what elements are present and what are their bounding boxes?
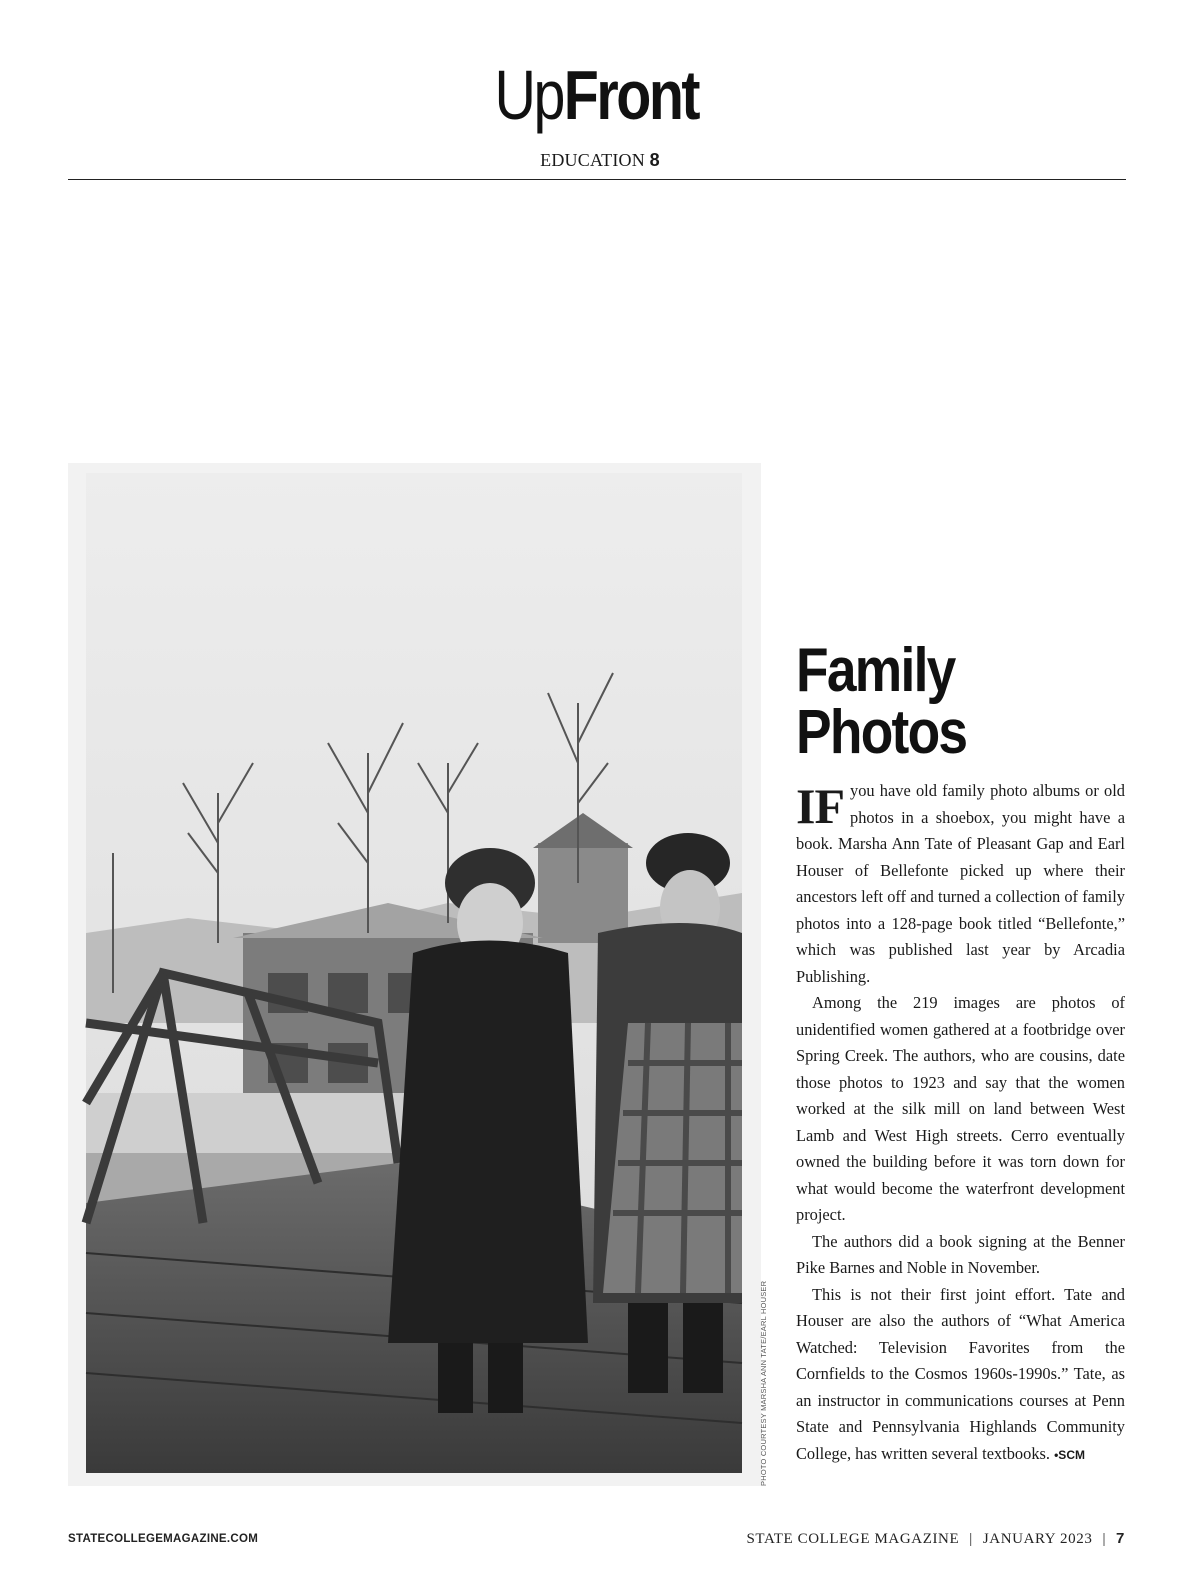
footer-website: STATECOLLEGEMAGAZINE.COM [68,1533,259,1545]
photo-illustration [68,463,761,1486]
paragraph-1-text: you have old family photo albums or old photos in a shoebox, you might have a book. Marsha Ann Tate of Pleasant Gap and Earl Houser of Bellefonte picked up where their ancestors left off and turned a collection of family photos into a 128-page book titled “Bellefonte,” which was published last year by Arcadia Publishing. [796,781,1125,986]
footer-issue: JANUARY 2023 [982,1531,1093,1547]
section-number: 8 [649,150,660,170]
masthead-logo [0,52,1200,138]
headline-line-2: Photos [796,698,967,767]
end-mark: •SCM [1054,1447,1085,1462]
photo-credit: PHOTO COURTESY MARSHA ANN TATE/EARL HOUSER [759,1280,768,1486]
article-paragraph [796,778,1125,990]
footer-folio: STATE COLLEGE MAGAZINE | JANUARY 2023 | 7 [746,1530,1125,1547]
archival-photo [68,463,761,1486]
article-paragraph [796,1282,1125,1469]
footer-magazine: STATE COLLEGE MAGAZINE [746,1531,960,1547]
section-label [0,150,1200,171]
paragraph-4-text: This is not their first joint effort. Tate and Houser are also the authors of “What America Watched: Television Favorites from the Cornfields to the Cosmos 1960s-1990s.” Tate, as an instructor in communications courses at Penn State and Pennsylvania Highlands Community College, has written several textbooks. [796,1284,1125,1463]
headline-line-1: Family [796,636,955,705]
article-paragraph: Among the 219 images are photos of unidentified women gathered at a footbridge over Spring Creek. The authors, who are cousins, date those photos to 1923 and say that the women worked at the silk mill on land between West Lamb and West High streets. Cerro eventually owned the building before it was torn down for what would become the waterfront development project. [796,993,1125,1224]
section-name: EDUCATION [540,150,645,170]
article-body [796,778,1125,1468]
footer-page-number: 7 [1116,1530,1125,1547]
article-paragraph: The authors did a book signing at the Benner Pike Barnes and Noble in November. [796,1231,1125,1277]
drop-cap: IF [796,778,844,834]
header-divider [68,179,1126,180]
masthead-up: Up [494,56,564,134]
masthead-front: Front [563,56,698,134]
article-headline [796,636,1126,767]
